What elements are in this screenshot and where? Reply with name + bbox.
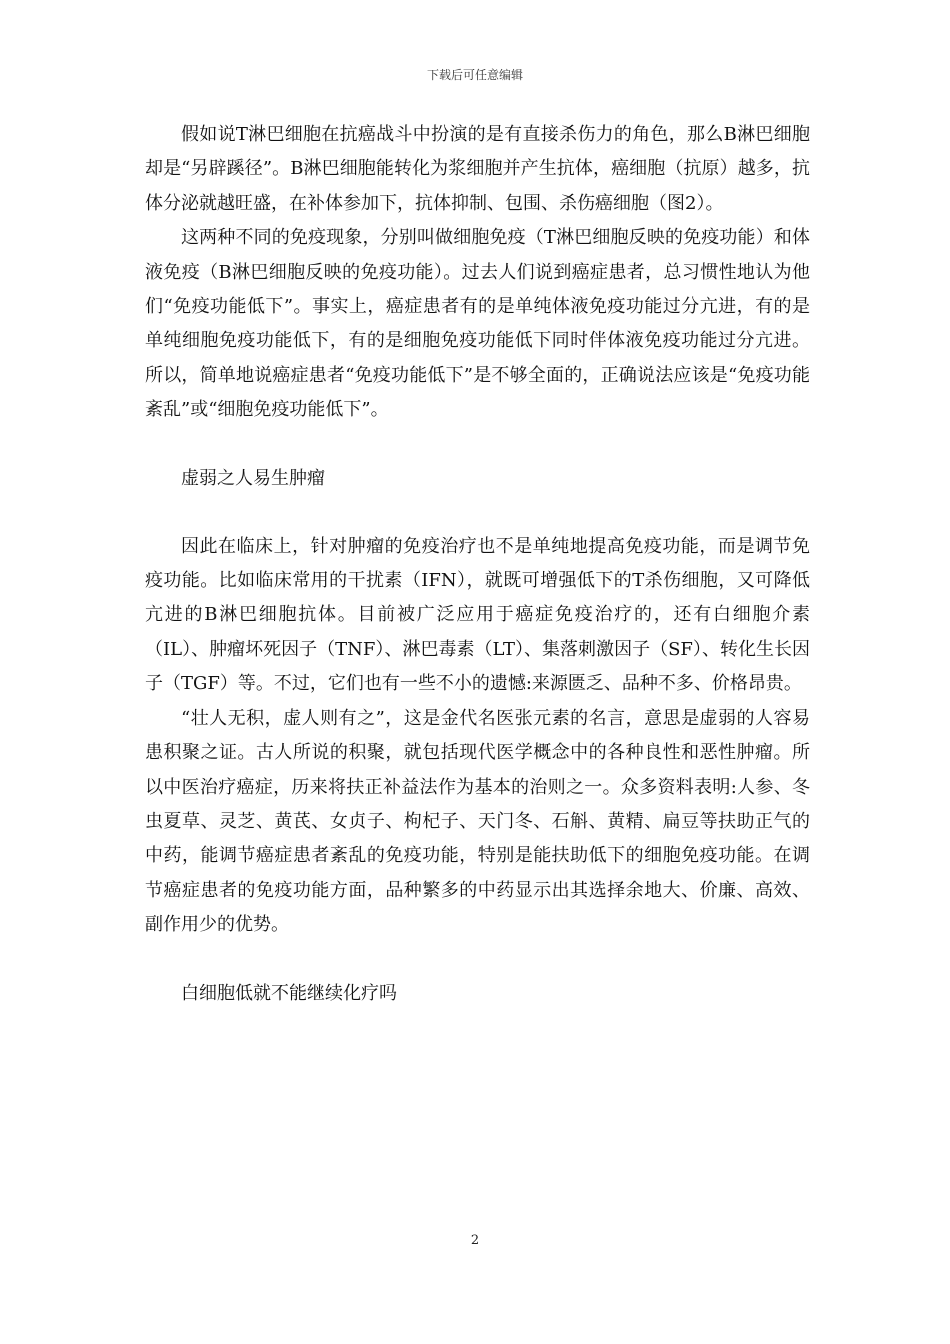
spacer (145, 943, 810, 977)
page-number: 2 (470, 1233, 480, 1248)
paragraph-immunotherapy: 因此在临床上，针对肿瘤的免疫治疗也不是单纯地提高免疫功能，而是调节免疫功能。比如临床常用的干扰素（IFN），就既可增强低下的T杀伤细胞，又可降低亢进的B淋巴细胞抗体。目前被广泛应用于癌症免疫治疗的，还有白细胞介素（IL）、肿瘤坏死因子（TNF）、淋巴毒素（LT）、集落刺激因子（SF）、转化生长因子（TGF）等。不过，它们也有一些不小的遗憾:来源匮乏、品种不多、价格昂贵。 (145, 535, 810, 695)
spacer (145, 496, 810, 530)
paragraph-immunity-types: 这两种不同的免疫现象，分别叫做细胞免疫（T淋巴细胞反映的免疫功能）和体液免疫（B淋巴细胞反映的免疫功能）。过去人们说到癌症患者，总习惯性地认为他们“免疫功能低下”。事实上，癌症患者有的是单纯体液免疫功能过分亢进，有的是单纯细胞免疫功能低下，有的是细胞免疫功能低下同时伴体液免疫功能过分亢进。所以，简单地说癌症患者“免疫功能低下”是不够全面的，正确说法应该是“免疫功能紊乱”或“细胞免疫功能低下”。 (145, 227, 810, 421)
section-heading-weak-people: 虚弱之人易生肿瘤 (181, 467, 325, 489)
paragraph-b-lymphocyte: 假如说T淋巴细胞在抗癌战斗中扮演的是有直接杀伤力的角色，那么B淋巴细胞却是“另辟蹊径”。B淋巴细胞能转化为浆细胞并产生抗体，癌细胞（抗原）越多，抗体分泌就越旺盛，在补体参加下，抗体抑制、包围、杀伤癌细胞（图2）。 (145, 124, 810, 214)
section-heading-white-cells: 白细胞低就不能继续化疗吗 (181, 982, 397, 1004)
paragraph-tcm: “壮人无积，虚人则有之”，这是金代名医张元素的名言，意思是虚弱的人容易患积聚之证。古人所说的积聚，就包括现代医学概念中的各种良性和恶性肿瘤。所以中医治疗癌症，历来将扶正补益法作为基本的治则之一。众多资料表明:人参、冬虫夏草、灵芝、黄芪、女贞子、枸杞子、天门冬、石斛、黄精、扁豆等扶助正气的中药，能调节癌症患者紊乱的免疫功能，特别是能扶助低下的细胞免疫功能。在调节癌症患者的免疫功能方面，品种繁多的中药显示出其选择余地大、价廉、高效、副作用少的优势。 (145, 707, 810, 936)
document-body (145, 118, 810, 1011)
page-header: 下载后可任意编辑 (426, 68, 523, 82)
spacer (145, 428, 810, 462)
